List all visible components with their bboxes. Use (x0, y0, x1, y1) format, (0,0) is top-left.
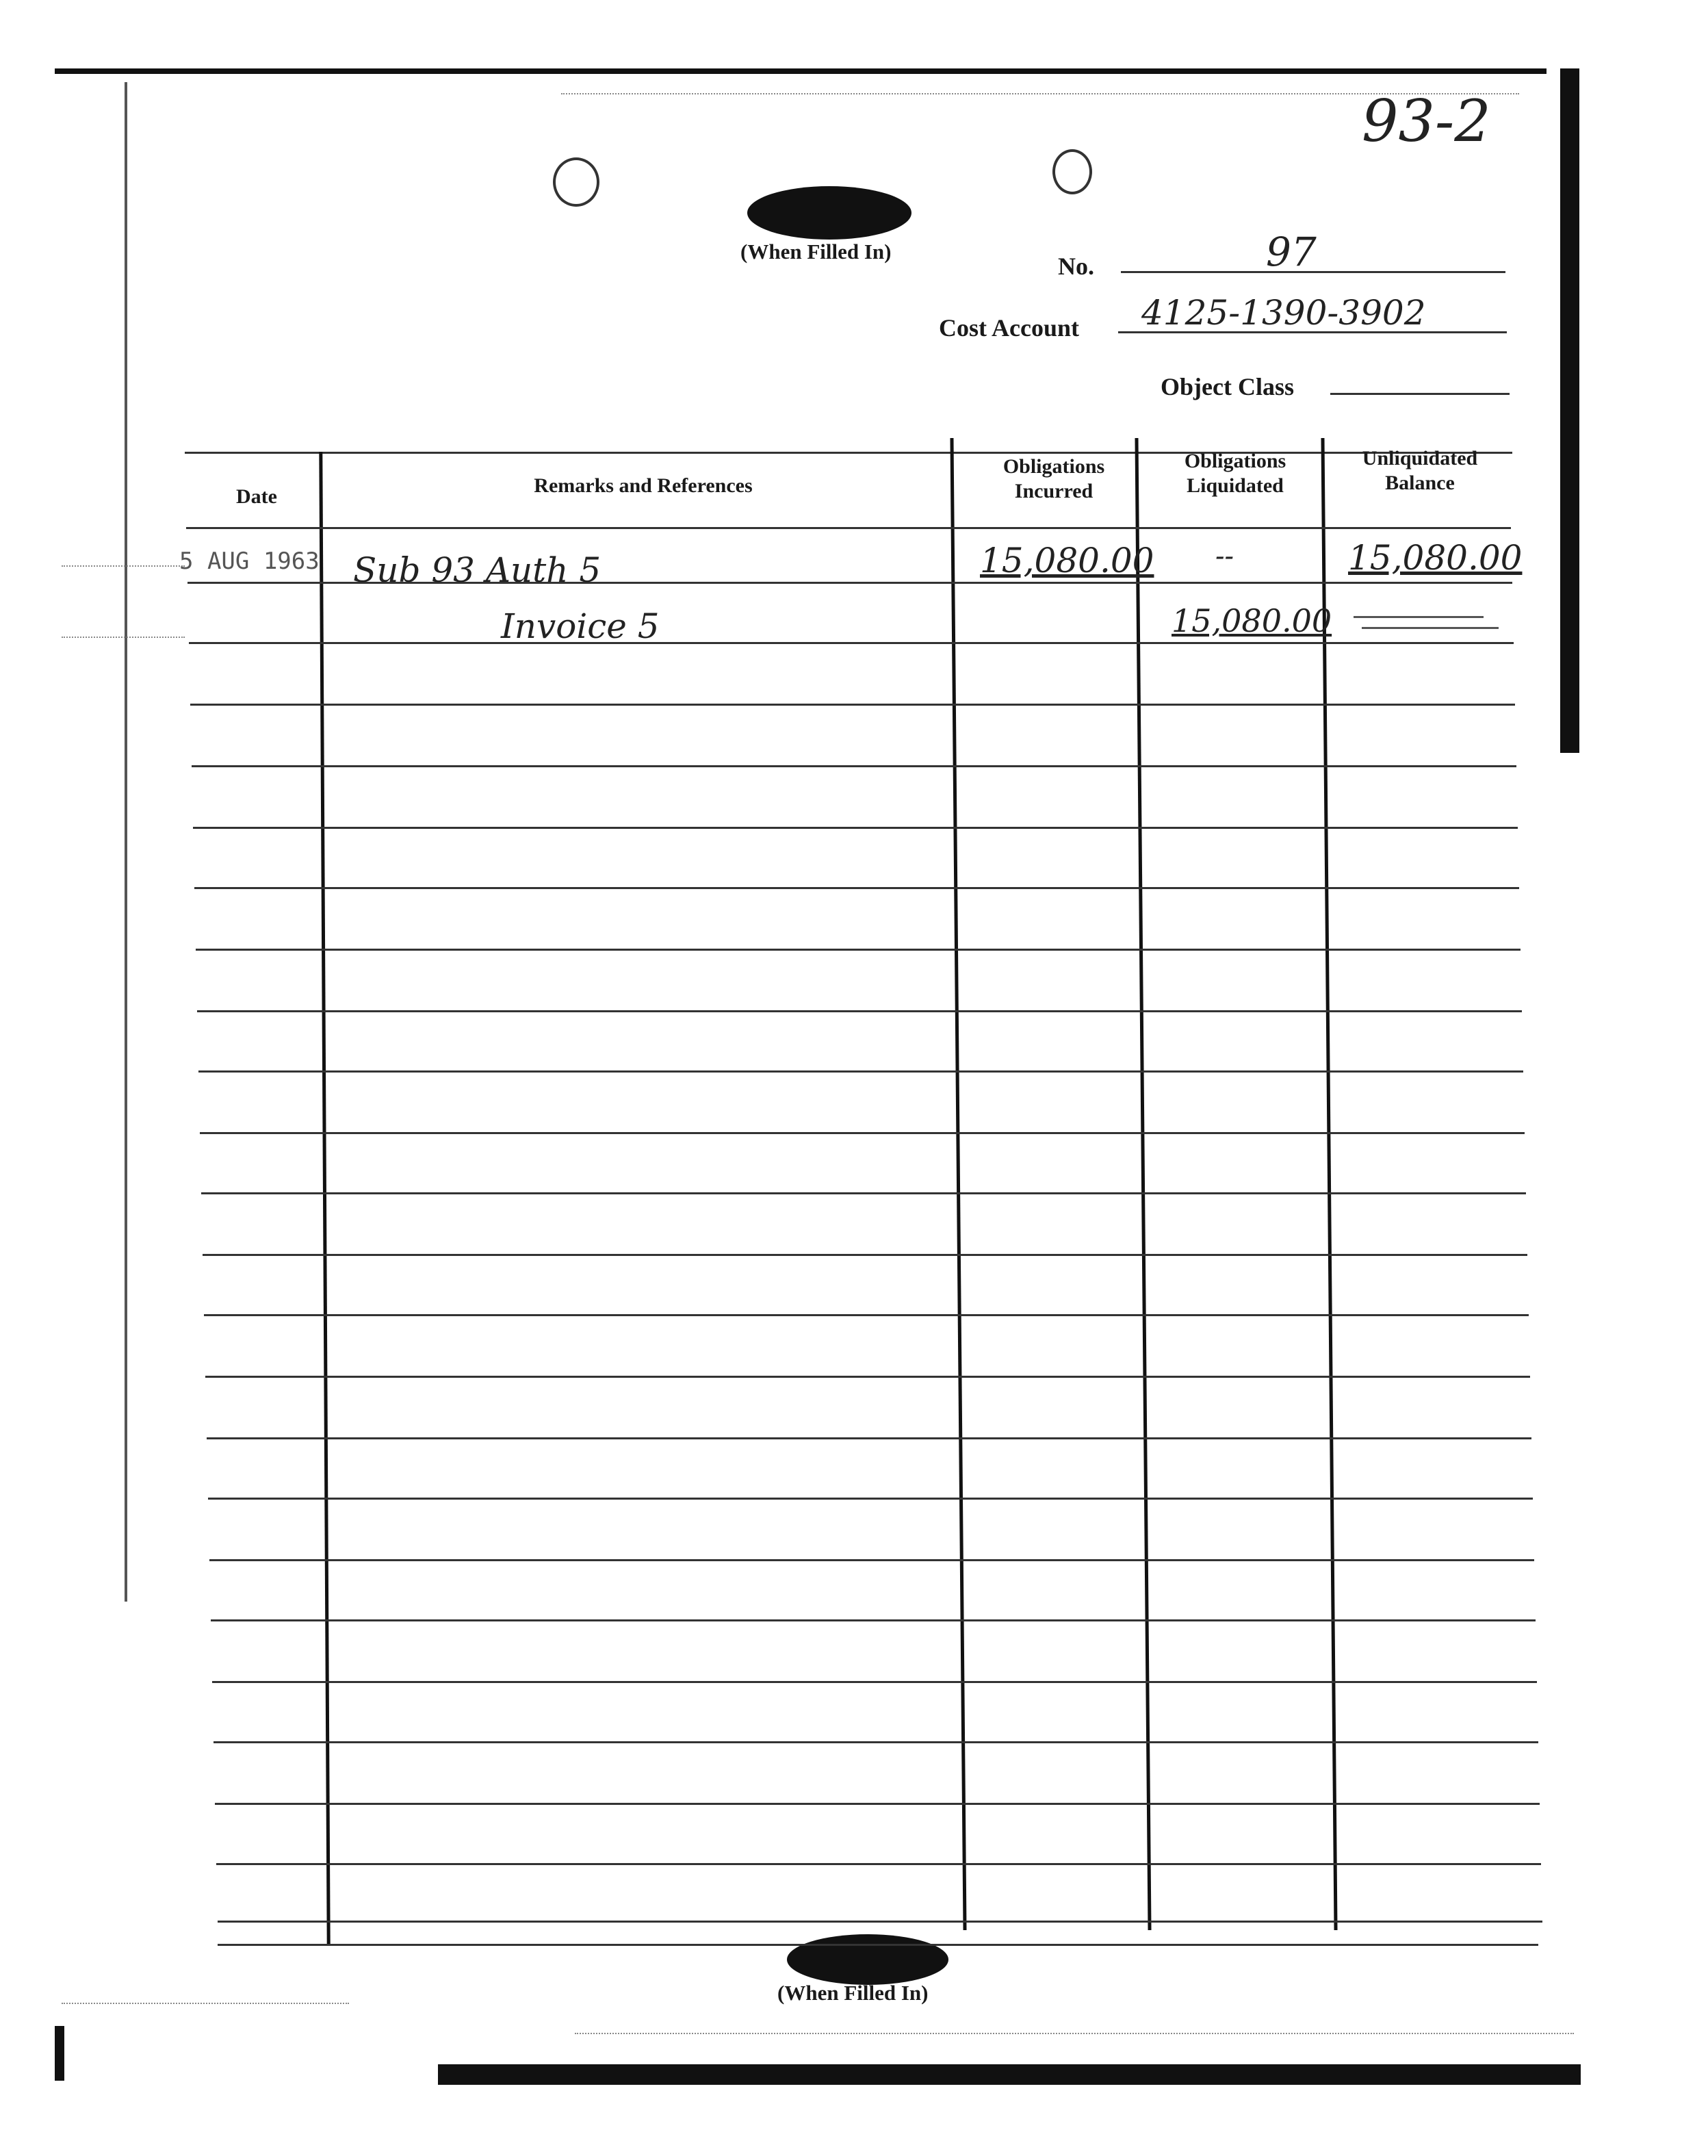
col-header-balance: Unliquidated Balance (1362, 447, 1478, 494)
classification-top: (When Filled In) (740, 240, 892, 264)
scan-noise (561, 93, 1519, 94)
col-rule-1 (319, 452, 330, 1944)
row-rule (212, 1681, 1537, 1683)
row-rule (205, 1376, 1530, 1378)
no-value: 97 (1266, 229, 1317, 275)
row-rule (208, 1498, 1533, 1500)
col-header-incurred: Obligations Incurred (1002, 455, 1105, 502)
row-rule (189, 642, 1514, 644)
page-reference: 93-2 (1362, 88, 1491, 155)
object-class-line (1330, 393, 1510, 395)
row-rule (215, 1803, 1540, 1805)
row-rule (196, 949, 1521, 951)
row-rule (201, 1192, 1526, 1194)
scan-border-right (1560, 68, 1579, 753)
scan-border-left-bottom (55, 2026, 64, 2081)
col-rule-4 (1321, 438, 1337, 1930)
row-rule (207, 1437, 1531, 1439)
row-rule (192, 765, 1516, 767)
col-header-remarks: Remarks and References (534, 474, 753, 497)
classification-bottom: (When Filled In) (777, 1981, 929, 2005)
row-remarks: Sub 93 Auth 5 (353, 550, 601, 590)
header-bottom-rule (186, 527, 1511, 529)
scan-noise (62, 565, 185, 567)
row-liquidated: 15,080.00 (1172, 602, 1332, 639)
row-rule (193, 827, 1518, 829)
col-rule-2 (950, 438, 966, 1930)
scan-noise (62, 2003, 349, 2004)
row-liquidated: -- (1215, 541, 1234, 572)
row-rule (209, 1559, 1534, 1561)
row-rule (214, 1741, 1538, 1743)
scan-border-left (125, 82, 127, 1602)
redaction-mark-top (747, 186, 911, 240)
no-label: No. (1058, 253, 1094, 280)
row-remarks: Invoice 5 (501, 606, 660, 646)
cost-account-value: 4125-1390-3902 (1141, 293, 1426, 333)
scan-noise (575, 2033, 1574, 2034)
balance-strike-mark (1362, 627, 1499, 629)
table-bottom-rule (218, 1944, 1538, 1946)
row-incurred: 15,080.00 (980, 541, 1154, 580)
object-class-label: Object Class (1161, 373, 1294, 400)
row-rule (216, 1863, 1541, 1865)
col-header-date: Date (236, 485, 277, 508)
row-date: 5 AUG 1963 (179, 548, 320, 575)
punch-hole-left (553, 157, 599, 207)
scan-border-top (55, 68, 1547, 74)
scan-border-bottom (438, 2064, 1581, 2085)
row-rule (203, 1254, 1527, 1256)
balance-strike-mark (1354, 616, 1484, 618)
row-rule (204, 1314, 1529, 1316)
row-rule (200, 1132, 1525, 1134)
row-rule (190, 704, 1515, 706)
row-rule (218, 1921, 1542, 1923)
row-rule (198, 1070, 1523, 1073)
row-rule (197, 1010, 1522, 1012)
punch-hole-right (1052, 149, 1092, 194)
row-balance: 15,080.00 (1348, 538, 1523, 578)
redaction-mark-bottom (787, 1934, 948, 1985)
col-rule-3 (1135, 438, 1151, 1930)
cost-account-label: Cost Account (939, 314, 1079, 342)
row-rule (211, 1619, 1536, 1621)
scan-noise (62, 637, 185, 638)
row-rule (194, 887, 1519, 889)
col-header-liquidated: Obligations Liquidated (1184, 450, 1286, 497)
